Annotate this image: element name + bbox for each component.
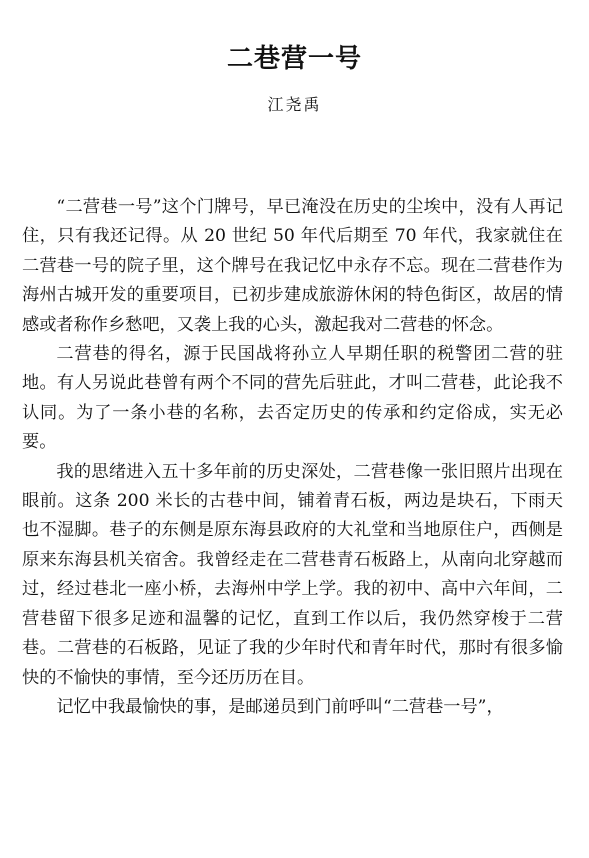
paragraph: 二营巷的得名，源于民国战将孙立人早期任职的税警团二营的驻地。有人另说此巷曾有两个不同的营先后驻此，才叫二营巷，此论我不认同。为了一条小巷的名称，去否定历史的传承和约定俗成，实无必要。	[22, 344, 563, 453]
paragraph: 我的思绪进入五十多年前的历史深处，二营巷像一张旧照片出现在眼前。这条 200 米长的古巷中间，铺着青石板，两边是块石，下雨天也不湿脚。巷子的东侧是原东海县政府的大礼堂和当地原住户，西侧是原来东海县机关宿舍。我曾经走在二营巷青石板路上，从南向北穿越而过，经过巷北一座小桥，去海州中学上学。我的初中、高中六年间，二营巷留下很多足迹和温馨的记忆，直到工作以后，我仍然穿梭于二营巷。二营巷的石板路，见证了我的少年时代和青年时代，那时有很多愉快的不愉快的事情，至今还历历在目。	[22, 461, 563, 688]
article-title: 二巷营一号	[226, 44, 362, 74]
paragraph: 记忆中我最愉快的事，是邮递员到门前呼叫“二营巷一号”，	[56, 696, 504, 717]
article-author: 江尧禹	[267, 95, 322, 114]
paragraph: “二营巷一号”这个门牌号，早已淹没在历史的尘埃中，没有人再记住，只有我还记得。从 20 世纪 50 年代后期至 70 年代，我家就住在二营巷一号的院子里，这个牌号在我记忆中永存不忘。现在二营巷作为海州古城开发的重要项目，已初步建成旅游休闲的特色街区，故居的情感或者称作乡愁吧，又袭上我的心头，激起我对二营巷的怀念。	[22, 197, 563, 335]
article-body	[22, 193, 563, 722]
